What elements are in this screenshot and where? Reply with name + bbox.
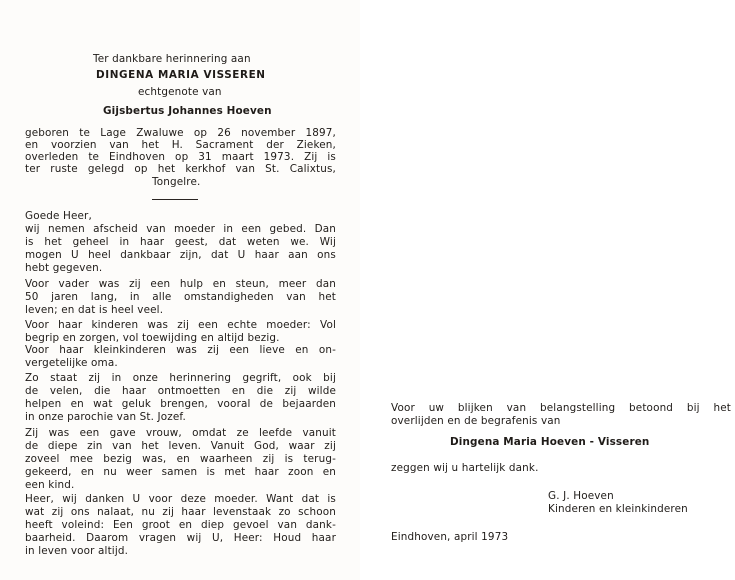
prayer-line: de velen, die haar ontmoetten en die zij wilde <box>25 385 336 397</box>
prayer-line: is het geheel in haar geest, dat weten we. Wij <box>25 236 336 248</box>
prayer-line: baarheid. Daarom vragen wij U, Heer: Houd haar <box>25 532 336 544</box>
prayer-line: gekeerd, en nu weer samen is met haar zoon en <box>25 466 336 478</box>
divider-rule <box>152 199 198 200</box>
bio-line: geboren te Lage Zwaluwe op 26 november 1897, <box>25 127 336 139</box>
spouse-intro: echtgenote van <box>138 86 222 98</box>
closing-line: zeggen wij u hartelijk dank. <box>391 462 539 474</box>
prayer-line: heeft voleind: Een groot en diep gevoel van dank- <box>25 519 336 531</box>
prayer-line: begrip en zorgen, vol toewijding en altijd bezig. <box>25 332 280 344</box>
signatory: Kinderen en kleinkinderen <box>548 503 688 515</box>
intro-line: Ter dankbare herinnering aan <box>93 53 251 65</box>
prayer-line: Voor haar kinderen was zij een echte moeder: Vol <box>25 319 336 331</box>
prayer-line: in onze parochie van St. Jozef. <box>25 411 186 423</box>
thanks-line: Voor uw blijken van belangstelling betoond bij het <box>391 402 731 414</box>
prayer-line: wat zij ons nalaat, nu zij haar levenstaak zo schoon <box>25 506 336 518</box>
prayer-line: Zo staat zij in onze herinnering gegrift, ook bij <box>25 372 336 384</box>
prayer-line: helpen en wat geluk brengen, vooral de bejaarden <box>25 398 336 410</box>
prayer-line: in leven voor altijd. <box>25 545 129 557</box>
prayer-line: Voor vader was zij een hulp en steun, meer dan <box>25 278 336 290</box>
prayer-line: vergetelijke oma. <box>25 357 118 369</box>
prayer-line: wij nemen afscheid van moeder in een gebed. Dan <box>25 223 336 235</box>
bio-line: overleden te Eindhoven op 31 maart 1973. Zij is <box>25 151 336 163</box>
prayer-salutation: Goede Heer, <box>25 210 92 222</box>
prayer-line: mogen U heel dankbaar zijn, dat U haar aan ons <box>25 249 336 261</box>
prayer-line: Zij was een gave vrouw, omdat ze leefde vanuit <box>25 427 336 439</box>
deceased-name: DINGENA MARIA VISSEREN <box>96 69 266 81</box>
prayer-line: 50 jaren lang, in alle omstandigheden van het <box>25 291 336 303</box>
prayer-line: de diepe zin van het leven. Vanuit God, waar zij <box>25 440 336 452</box>
place-date: Eindhoven, april 1973 <box>391 531 509 543</box>
prayer-line: Heer, wij danken U voor deze moeder. Want dat is <box>25 493 336 505</box>
prayer-line: zoveel mee bezig was, en waarheen zij is terug- <box>25 453 336 465</box>
signatory: G. J. Hoeven <box>548 490 614 502</box>
spouse-name: Gijsbertus Johannes Hoeven <box>103 105 272 117</box>
bio-line: en voorzien van het H. Sacrament der Zieken, <box>25 139 336 151</box>
prayer-line: leven; en dat is heel veel. <box>25 304 164 316</box>
prayer-line: hebt gegeven. <box>25 262 103 274</box>
bio-line: Tongelre. <box>152 176 201 188</box>
thanks-line: overlijden en de begrafenis van <box>391 415 561 427</box>
bio-line: ter ruste gelegd op het kerkhof van St. Calixtus, <box>25 163 336 175</box>
thanked-name: Dingena Maria Hoeven - Visseren <box>450 436 650 448</box>
prayer-line: een kind. <box>25 479 75 491</box>
prayer-line: Voor haar kleinkinderen was zij een lieve en on- <box>25 344 336 356</box>
